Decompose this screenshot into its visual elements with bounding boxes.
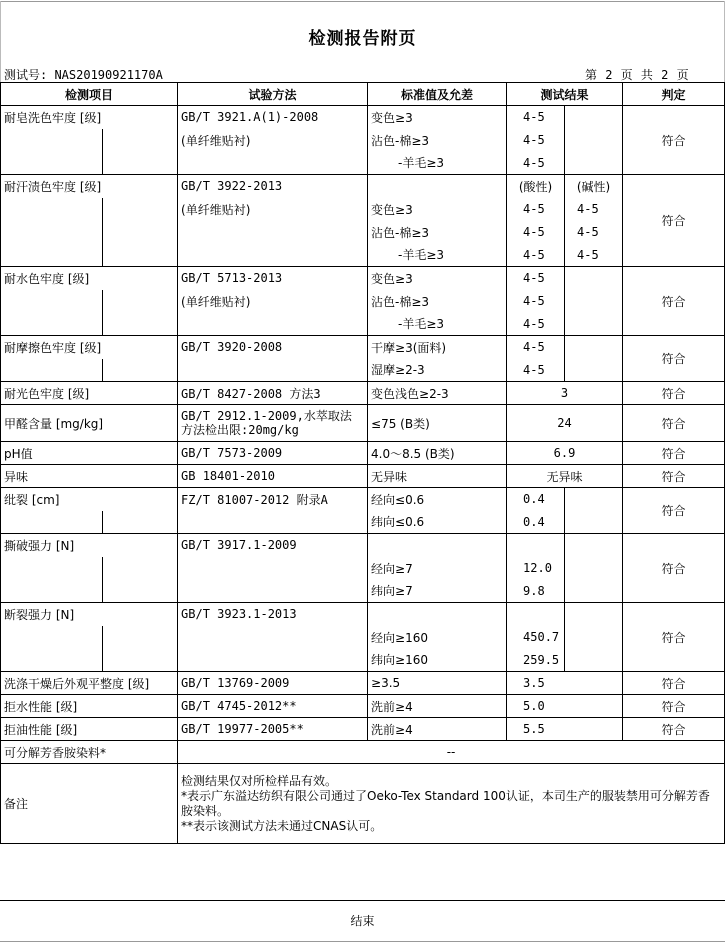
method-text: (单纤维贴衬) (178, 290, 368, 313)
method-text (178, 405, 368, 442)
result-empty (565, 534, 623, 557)
method-text: GB/T 8427-2008 方法3 (178, 382, 368, 405)
item-name: 纰裂 [cm] (1, 488, 178, 511)
judgement-value: 符合 (623, 488, 725, 534)
method-empty (178, 244, 368, 267)
method-empty (178, 313, 368, 336)
result-value: 3.5 (507, 672, 623, 695)
judgement-value: 符合 (623, 382, 725, 405)
standard-text: 变色浅色≥2-3 (368, 382, 507, 405)
item-empty (103, 626, 178, 649)
standard-text: 洗前≥4 (368, 718, 507, 741)
judgement-value: 符合 (623, 672, 725, 695)
end-text: 结束 (350, 914, 375, 928)
page-title: 检测报告附页 (308, 29, 417, 49)
report-number: 测试号: NAS20190921170A (4, 68, 163, 82)
standard-text: 纬向≤0.6 (368, 511, 507, 534)
alkali-label: (碱性) (565, 175, 623, 198)
standard-text: 经向≤0.6 (368, 488, 507, 511)
table-row (1, 442, 725, 465)
result-empty (565, 557, 623, 580)
item-empty (1, 313, 103, 336)
method-text: GB/T 3920-2008 (178, 336, 368, 359)
result-value: 4-5 (507, 244, 565, 267)
table-row (1, 465, 725, 488)
method-text: GB/T 3921.A(1)-2008 (178, 106, 368, 129)
table-row (1, 557, 725, 580)
table-row (1, 718, 725, 741)
item-empty (103, 313, 178, 336)
item-empty (1, 649, 103, 672)
method-text: GB/T 13769-2009 (178, 672, 368, 695)
method-empty (178, 221, 368, 244)
method-empty (178, 359, 368, 382)
result-value: 5.5 (507, 718, 623, 741)
result-value: 4-5 (507, 290, 565, 313)
method-text: GB/T 3917.1-2009 (178, 534, 368, 557)
result-value: 9.8 (507, 580, 565, 603)
result-value: 4-5 (565, 198, 623, 221)
result-value: 4-5 (507, 106, 565, 129)
item-empty (103, 198, 178, 221)
item-empty (1, 244, 103, 267)
standard-text: 沾色-棉≥3 (368, 290, 507, 313)
judgement-value: 符合 (623, 695, 725, 718)
method-empty (178, 626, 368, 649)
standard-text: ≥3.5 (368, 672, 507, 695)
result-empty (565, 649, 623, 672)
item-empty (103, 290, 178, 313)
item-name: 耐水色牢度 [级] (1, 267, 178, 290)
table-row (1, 359, 725, 382)
table-row (1, 267, 725, 290)
page-info: 第 2 页 共 2 页 (585, 68, 690, 82)
result-value: 4-5 (507, 221, 565, 244)
remarks-line: *表示广东溢达纺织有限公司通过了Oeko-Tex Standard 100认证，本司生产的服装禁用可分解芳香胺染料。 (181, 788, 710, 818)
item-empty (1, 626, 103, 649)
result-value: 4-5 (507, 152, 565, 175)
judgement-value: 符合 (623, 336, 725, 382)
result-empty (565, 106, 623, 129)
result-empty (565, 603, 623, 626)
standard-text: ≤75 (B类) (368, 405, 507, 442)
item-empty (1, 221, 103, 244)
item-name: 断裂强力 [N] (1, 603, 178, 626)
result-empty (565, 313, 623, 336)
table-row (1, 152, 725, 175)
item-empty (103, 244, 178, 267)
item-empty (1, 290, 103, 313)
result-value: 450.7 (507, 626, 565, 649)
judgement-value: 符合 (623, 718, 725, 741)
bottom-border (0, 941, 725, 942)
table-row (1, 695, 725, 718)
header-result: 测试结果 (507, 83, 623, 106)
result-empty (565, 336, 623, 359)
method-text: (单纤维贴衬) (178, 198, 368, 221)
table-row (1, 198, 725, 221)
item-name: 耐皂洗色牢度 [级] (1, 106, 178, 129)
judgement-value: 符合 (623, 405, 725, 442)
item-empty (1, 198, 103, 221)
method-text: GB 18401-2010 (178, 465, 368, 488)
result-value: 12.0 (507, 557, 565, 580)
standard-text: 湿摩≥2-3 (368, 359, 507, 382)
table-row (1, 405, 725, 442)
table-row (1, 672, 725, 695)
table-row (1, 244, 725, 267)
item-name: pH值 (1, 442, 178, 465)
table-row (1, 175, 725, 198)
item-name: 撕破强力 [N] (1, 534, 178, 557)
method-empty (178, 649, 368, 672)
result-empty (507, 603, 565, 626)
result-empty (507, 534, 565, 557)
item-name: 拒油性能 [级] (1, 718, 178, 741)
result-empty (565, 129, 623, 152)
item-empty (103, 580, 178, 603)
remarks-label: 备注 (1, 764, 178, 844)
remarks-text (178, 764, 725, 844)
result-empty (565, 267, 623, 290)
standard-text: 经向≥160 (368, 626, 507, 649)
standard-text: 洗前≥4 (368, 695, 507, 718)
table-row (1, 626, 725, 649)
standard-text: -羊毛≥3 (368, 152, 507, 175)
item-empty (103, 557, 178, 580)
item-empty (103, 511, 178, 534)
method-text: GB/T 4745-2012** (178, 695, 368, 718)
result-empty (565, 290, 623, 313)
result-value: 0.4 (507, 488, 565, 511)
method-text: GB/T 3922-2013 (178, 175, 368, 198)
result-value: 4-5 (507, 359, 565, 382)
method-empty (178, 557, 368, 580)
result-value: 5.0 (507, 695, 623, 718)
table-row (1, 336, 725, 359)
remarks-line: **表示该测试方法未通过CNAS认可。 (181, 818, 383, 833)
result-empty (565, 511, 623, 534)
item-name: 洗涤干燥后外观平整度 [级] (1, 672, 178, 695)
table-row (1, 290, 725, 313)
method-line: 方法检出限:20mg/kg (181, 423, 299, 437)
result-value: 4-5 (565, 244, 623, 267)
item-name: 拒水性能 [级] (1, 695, 178, 718)
table-row (1, 488, 725, 511)
judgement-value: 符合 (623, 465, 725, 488)
standard-text: 纬向≥7 (368, 580, 507, 603)
judgement-value: 符合 (623, 603, 725, 672)
item-empty (103, 152, 178, 175)
header-item: 检测项目 (1, 83, 178, 106)
result-value: 24 (507, 405, 623, 442)
item-empty (1, 580, 103, 603)
method-text: GB/T 5713-2013 (178, 267, 368, 290)
table-row (1, 741, 725, 764)
standard-text: 变色≥3 (368, 198, 507, 221)
result-empty (565, 580, 623, 603)
standard-text: 4.0～8.5 (B类) (368, 442, 507, 465)
table-row (1, 649, 725, 672)
table-row (1, 106, 725, 129)
standard-empty (368, 603, 507, 626)
item-empty (1, 359, 103, 382)
standard-text: 变色≥3 (368, 106, 507, 129)
item-empty (103, 649, 178, 672)
method-text: (单纤维贴衬) (178, 129, 368, 152)
table-row (1, 221, 725, 244)
standard-text: 沾色-棉≥3 (368, 221, 507, 244)
end-divider (0, 900, 725, 901)
standard-text: 变色≥3 (368, 267, 507, 290)
result-value: 4-5 (507, 267, 565, 290)
judgement-value: 符合 (623, 442, 725, 465)
result-empty (565, 359, 623, 382)
judgement-value: 符合 (623, 106, 725, 175)
report-table (0, 82, 725, 844)
judgement-value: 符合 (623, 175, 725, 267)
result-value: 4-5 (565, 221, 623, 244)
table-row (1, 382, 725, 405)
item-name: 耐光色牢度 [级] (1, 382, 178, 405)
method-empty (178, 580, 368, 603)
result-value: 无异味 (507, 465, 623, 488)
standard-text: 干摩≥3(面料) (368, 336, 507, 359)
item-empty (1, 511, 103, 534)
item-empty (103, 359, 178, 382)
table-row (1, 129, 725, 152)
header-standard: 标准值及允差 (368, 83, 507, 106)
remarks-row (1, 764, 725, 844)
item-name: 可分解芳香胺染料* (1, 741, 178, 764)
table-row (1, 534, 725, 557)
method-text: GB/T 19977-2005** (178, 718, 368, 741)
standard-text: 纬向≥160 (368, 649, 507, 672)
item-name: 耐汗渍色牢度 [级] (1, 175, 178, 198)
result-value: 6.9 (507, 442, 623, 465)
header-method: 试验方法 (178, 83, 368, 106)
result-value: 0.4 (507, 511, 565, 534)
method-empty (178, 152, 368, 175)
remarks-line: 检测结果仅对所检样品有效。 (181, 773, 338, 788)
standard-text: -羊毛≥3 (368, 313, 507, 336)
table-row (1, 580, 725, 603)
standard-empty (368, 534, 507, 557)
table-row (1, 511, 725, 534)
standard-text: 沾色-棉≥3 (368, 129, 507, 152)
result-value: 4-5 (507, 129, 565, 152)
table-row (1, 313, 725, 336)
method-line: GB/T 2912.1-2009,水萃取法 (181, 409, 352, 423)
method-empty (178, 511, 368, 534)
standard-text: 无异味 (368, 465, 507, 488)
standard-text: -羊毛≥3 (368, 244, 507, 267)
standard-text: 经向≥7 (368, 557, 507, 580)
standard-empty (368, 175, 507, 198)
method-text: FZ/T 81007-2012 附录A (178, 488, 368, 511)
item-name: 耐摩擦色牢度 [级] (1, 336, 178, 359)
item-empty (103, 221, 178, 244)
acid-label: (酸性) (507, 175, 565, 198)
item-name: 异味 (1, 465, 178, 488)
result-empty (565, 626, 623, 649)
result-value: 4-5 (507, 313, 565, 336)
table-row (1, 603, 725, 626)
result-value: 3 (507, 382, 623, 405)
method-text: GB/T 7573-2009 (178, 442, 368, 465)
judgement-value: 符合 (623, 534, 725, 603)
method-text: GB/T 3923.1-2013 (178, 603, 368, 626)
result-empty (565, 488, 623, 511)
top-border (0, 1, 725, 2)
item-empty (1, 557, 103, 580)
result-value: 4-5 (507, 336, 565, 359)
judgement-value: 符合 (623, 267, 725, 336)
item-empty (1, 152, 103, 175)
result-empty (565, 152, 623, 175)
result-value: 4-5 (507, 198, 565, 221)
item-empty (1, 129, 103, 152)
header-row (1, 83, 725, 106)
result-value: -- (178, 741, 725, 764)
result-value: 259.5 (507, 649, 565, 672)
item-empty (103, 129, 178, 152)
item-name: 甲醛含量 [mg/kg] (1, 405, 178, 442)
header-judgement: 判定 (623, 83, 725, 106)
